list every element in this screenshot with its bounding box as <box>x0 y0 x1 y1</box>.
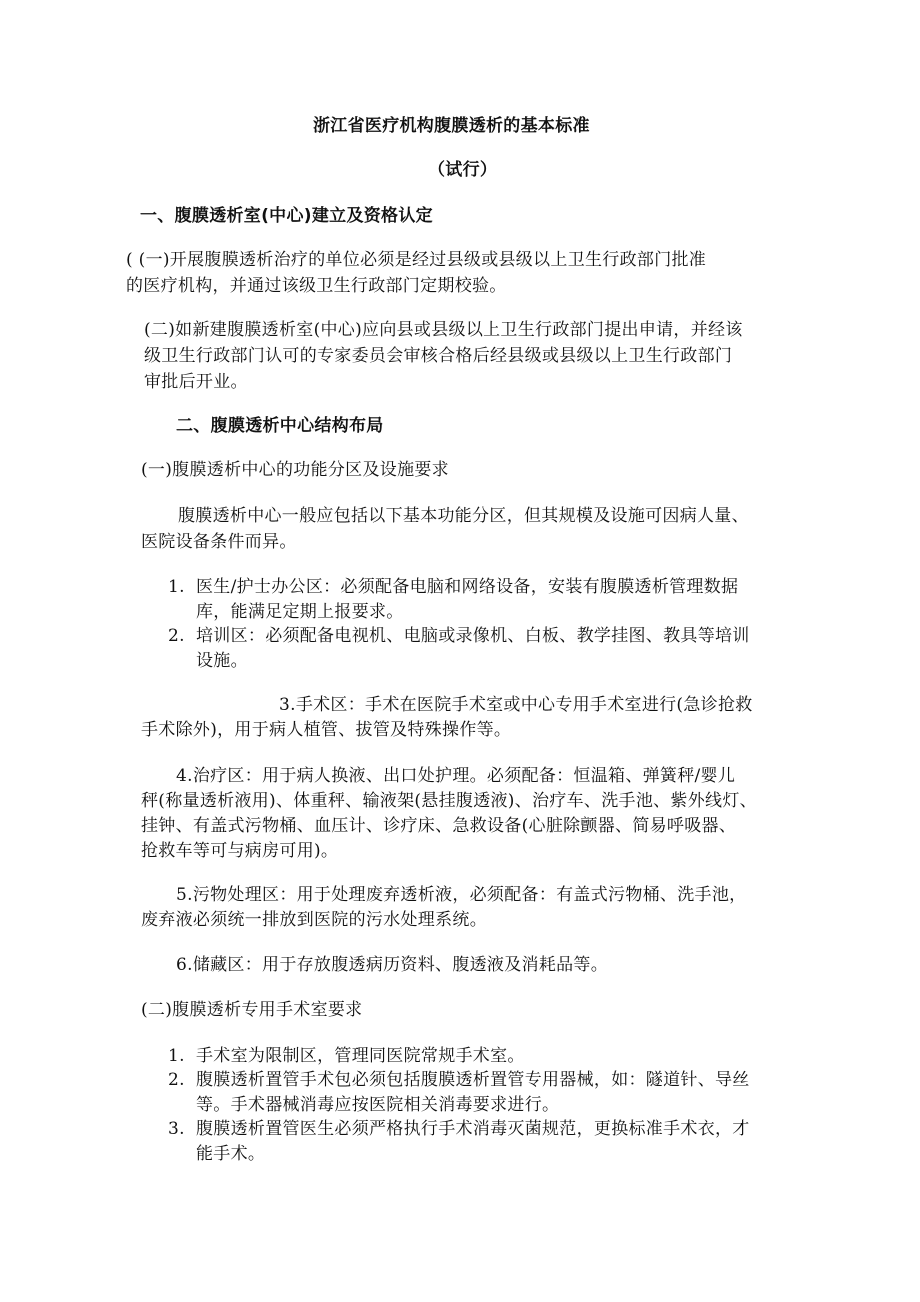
room-item-2-line2: 等。手术器械消毒应按医院相关消毒要求进行。 <box>196 1095 560 1115</box>
room-item-2-number: 2. <box>168 1070 185 1090</box>
room-item-3-line2: 能手术。 <box>196 1144 266 1164</box>
list-item-1-number: 1. <box>168 577 185 597</box>
doc-title: 浙江省医疗机构腹膜透析的基本标准 <box>313 116 590 136</box>
list-item-1-line2: 库，能满足定期上报要求。 <box>196 602 404 622</box>
list-item-2-line1: 培训区：必须配备电视机、电脑或录像机、白板、教学挂图、教具等培训 <box>196 626 750 646</box>
s1-p2-line3: 审批后开业。 <box>144 372 248 392</box>
s2-sub2-heading: (二)腹膜透析专用手术室要求 <box>141 1000 363 1020</box>
list-item-2-number: 2. <box>168 626 185 646</box>
item-3-line2: 手术除外)，用于病人植管、拔管及特殊操作等。 <box>141 720 512 740</box>
list-item-1-line1: 医生/护士办公区：必须配备电脑和网络设备，安装有腹膜透析管理数据 <box>196 577 739 597</box>
item-4-line2: 秤(称量透析液用)、体重秤、输液架(悬挂腹透液)、治疗车、洗手池、紫外线灯、 <box>141 791 757 811</box>
s2-intro-line2: 医院设备条件而异。 <box>141 532 297 552</box>
doc-subtitle: （试行） <box>428 160 498 180</box>
item-4-line3: 挂钟、有盖式污物桶、血压计、诊疗床、急救设备(心脏除颤器、简易呼吸器、 <box>141 816 737 836</box>
s1-p1-line1: ( (一)开展腹膜透析治疗的单位必须是经过县级或县级以上卫生行政部门批准 <box>126 250 707 270</box>
room-item-1-line1: 手术室为限制区，管理同医院常规手术室。 <box>196 1046 525 1066</box>
room-item-1-number: 1. <box>168 1046 185 1066</box>
item-5-line1: 5.污物处理区：用于处理废弃透析液，必须配备：有盖式污物桶、洗手池， <box>176 885 747 905</box>
section-1-heading: 一、腹膜透析室(中心)建立及资格认定 <box>140 206 433 226</box>
item-4-line4: 抢救车等可与病房可用)。 <box>141 841 339 861</box>
item-4-line1: 4.治疗区：用于病人换液、出口处护理。必须配备：恒温箱、弹簧秤/婴儿 <box>176 766 736 786</box>
s2-intro-line1: 腹膜透析中心一般应包括以下基本功能分区，但其规模及设施可因病人量、 <box>178 506 749 526</box>
list-item-2-line2: 设施。 <box>196 651 248 671</box>
item-6-line1: 6.储藏区：用于存放腹透病历资料、腹透液及消耗品等。 <box>176 955 609 975</box>
room-item-3-line1: 腹膜透析置管医生必须严格执行手术消毒灭菌规范，更换标准手术衣，才 <box>196 1119 750 1139</box>
s2-sub1-heading: (一)腹膜透析中心的功能分区及设施要求 <box>141 460 449 480</box>
s1-p2-line2: 级卫生行政部门认可的专家委员会审核合格后经县级或县级以上卫生行政部门 <box>144 346 733 366</box>
room-item-2-line1: 腹膜透析置管手术包必须包括腹膜透析置管专用器械，如：隧道针、导丝 <box>196 1070 750 1090</box>
item-3-line1: 3.手术区：手术在医院手术室或中心专用手术室进行(急诊抢救 <box>279 695 753 715</box>
room-item-3-number: 3. <box>168 1119 185 1139</box>
s1-p1-line2: 的医疗机构，并通过该级卫生行政部门定期校验。 <box>126 276 507 296</box>
item-5-line2: 废弃液必须统一排放到医院的污水处理系统。 <box>141 910 487 930</box>
section-2-heading: 二、腹膜透析中心结构布局 <box>176 416 384 436</box>
s1-p2-line1: (二)如新建腹膜透析室(中心)应向县或县级以上卫生行政部门提出申请，并经该 <box>144 320 743 340</box>
